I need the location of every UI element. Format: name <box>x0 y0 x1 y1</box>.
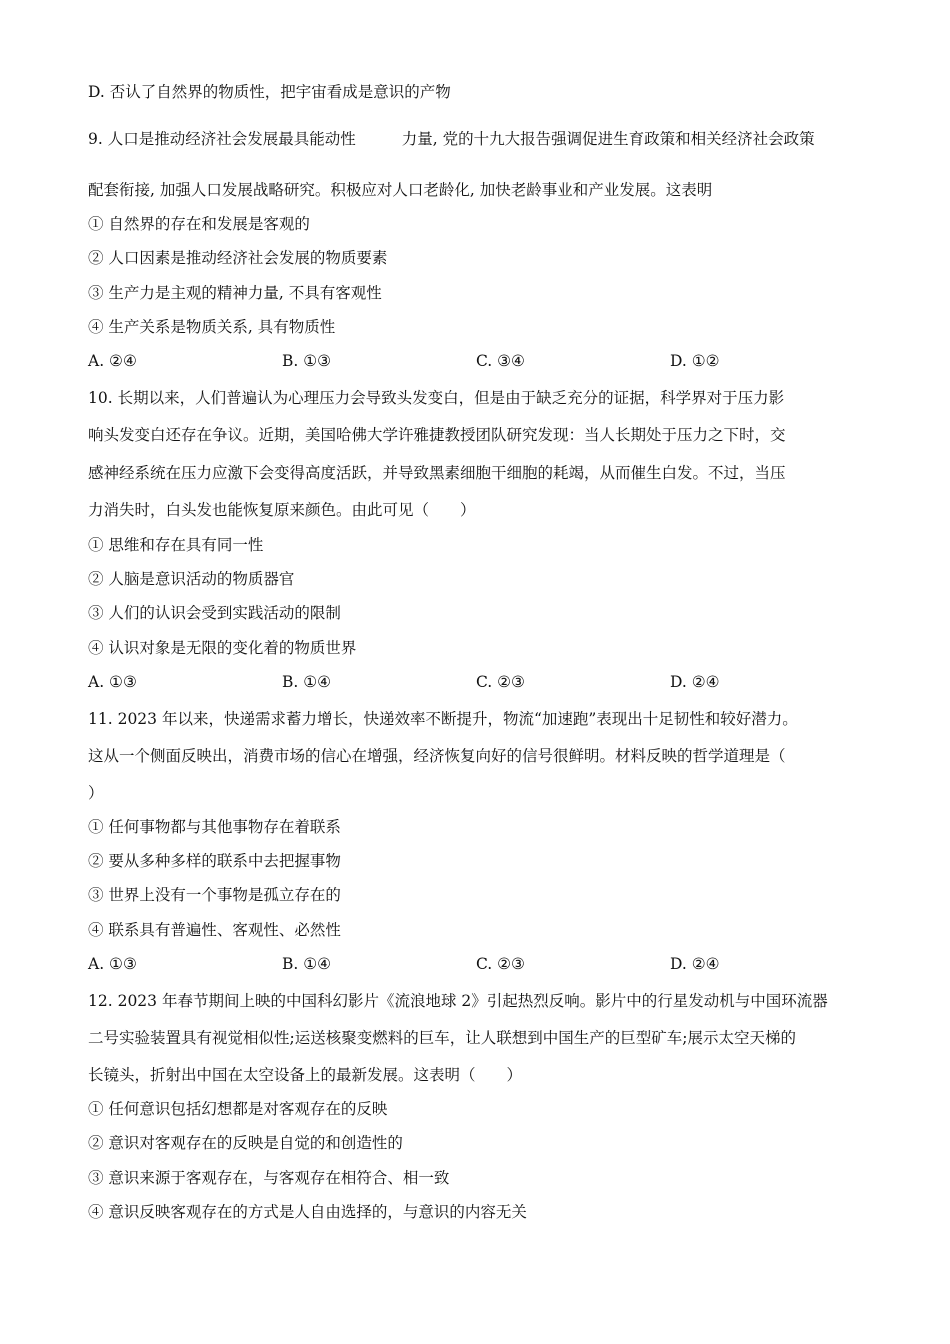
q11-item-4: ④ 联系具有普遍性、客观性、必然性 <box>88 921 341 939</box>
q9-item-3: ③ 生产力是主观的精神力量, 不具有客观性 <box>88 284 382 302</box>
q10-option-b[interactable]: B. ①④ <box>282 673 332 691</box>
q9-option-a[interactable]: A. ②④ <box>88 352 137 370</box>
q11-item-2: ② 要从多种多样的联系中去把握事物 <box>88 852 341 870</box>
q9-option-c[interactable]: C. ③④ <box>476 352 525 370</box>
q9-option-b[interactable]: B. ①③ <box>282 352 332 370</box>
q10-stem-line-3: 感神经系统在压力应激下会变得高度活跃，并导致黑素细胞干细胞的耗竭，从而催生白发。不过，当压 <box>88 464 786 482</box>
q9-stem-line-1 <box>88 129 872 149</box>
q12-item-1: ① 任何意识包括幻想都是对客观存在的反映 <box>88 1100 388 1118</box>
q9-stem-part-2: 力量, 党的十九大报告强调促进生育政策和相关经济社会政策 <box>401 130 815 148</box>
q11-option-d[interactable]: D. ②④ <box>670 955 720 973</box>
q12-stem-line-3: 长镜头，折射出中国在太空设备上的最新发展。这表明（ ） <box>88 1066 523 1084</box>
q9-item-4: ④ 生产关系是物质关系, 具有物质性 <box>88 318 336 336</box>
q9-option-d[interactable]: D. ①② <box>670 352 720 370</box>
q12-item-3: ③ 意识来源于客观存在，与客观存在相符合、相一致 <box>88 1169 450 1187</box>
q9-options <box>88 351 788 371</box>
q11-option-a[interactable]: A. ①③ <box>88 955 137 973</box>
q10-option-c[interactable]: C. ②③ <box>476 673 525 691</box>
q12-stem-line-2: 二号实验装置具有视觉相似性;运送核聚变燃料的巨车，让人联想到中国生产的巨型矿车;展示太空天梯的 <box>88 1029 796 1047</box>
q10-item-3: ③ 人们的认识会受到实践活动的限制 <box>88 604 341 622</box>
q10-item-4: ④ 认识对象是无限的变化着的物质世界 <box>88 639 357 657</box>
q11-item-3: ③ 世界上没有一个事物是孤立存在的 <box>88 886 341 904</box>
q9-stem-part-1: 9. 人口是推动经济社会发展最具能动性 <box>88 130 356 148</box>
q10-item-2: ② 人脑是意识活动的物质器官 <box>88 570 295 588</box>
q10-options <box>88 672 788 692</box>
q11-stem-line-2: 这从一个侧面反映出，消费市场的信心在增强，经济恢复向好的信号很鲜明。材料反映的哲学道理是（ <box>88 747 786 765</box>
q11-option-b[interactable]: B. ①④ <box>282 955 332 973</box>
q9-item-2: ② 人口因素是推动经济社会发展的物质要素 <box>88 249 388 267</box>
q11-options <box>88 954 788 974</box>
q9-item-1: ① 自然界的存在和发展是客观的 <box>88 215 310 233</box>
q11-stem-line-3: ） <box>88 784 104 802</box>
q10-stem-line-2: 响头发变白还存在争议。近期，美国哈佛大学许雅捷教授团队研究发现：当人长期处于压力之下时，交 <box>88 426 786 444</box>
q11-stem-line-1: 11. 2023 年以来，快递需求蓄力增长，快递效率不断提升，物流“加速跑”表现出十足韧性和较好潜力。 <box>88 710 798 728</box>
q10-option-a[interactable]: A. ①③ <box>88 673 137 691</box>
q9-stem-line-2: 配套衔接, 加强人口发展战略研究。积极应对人口老龄化, 加快老龄事业和产业发展。这表明 <box>88 181 713 199</box>
q10-item-1: ① 思维和存在具有同一性 <box>88 536 264 554</box>
q11-item-1: ① 任何事物都与其他事物存在着联系 <box>88 818 341 836</box>
q10-option-d[interactable]: D. ②④ <box>670 673 720 691</box>
q12-item-2: ② 意识对客观存在的反映是自觉的和创造性的 <box>88 1134 403 1152</box>
q10-stem-line-1: 10. 长期以来，人们普遍认为心理压力会导致头发变白，但是由于缺乏充分的证据，科学界对于压力影 <box>88 389 785 407</box>
q12-item-4: ④ 意识反映客观存在的方式是人自由选择的，与意识的内容无关 <box>88 1203 527 1221</box>
prev-question-option-d: D. 否认了自然界的物质性，把宇宙看成是意识的产物 <box>88 83 451 101</box>
q12-stem-line-1: 12. 2023 年春节期间上映的中国科幻影片《流浪地球 2》引起热烈反响。影片中的行星发动机与中国环流器 <box>88 992 828 1010</box>
q11-option-c[interactable]: C. ②③ <box>476 955 525 973</box>
q10-stem-line-4: 力消失时，白头发也能恢复原来颜色。由此可见（ ） <box>88 501 476 519</box>
